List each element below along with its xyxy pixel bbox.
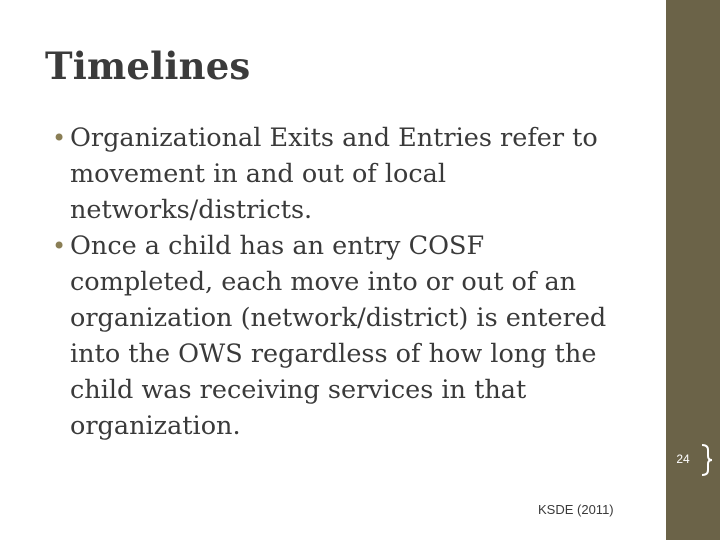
- bullet-item: [52, 228, 632, 444]
- page-number: 24: [676, 452, 690, 466]
- slide-title: Timelines: [45, 44, 251, 88]
- bullet-item: [52, 120, 632, 228]
- bullet-text: Once a child has an entry COSF completed, each move into or out of an organization (network/district) is entered into the OWS regardless of how long the child was receiving services in that organization.: [70, 231, 607, 441]
- bullet-icon: •: [52, 124, 67, 152]
- page-number-badge: [650, 443, 716, 477]
- citation: KSDE (2011): [538, 502, 614, 517]
- bullet-icon: •: [52, 232, 67, 260]
- bullet-list: [52, 120, 632, 444]
- bullet-text: Organizational Exits and Entries refer to movement in and out of local networks/districts.: [70, 123, 598, 225]
